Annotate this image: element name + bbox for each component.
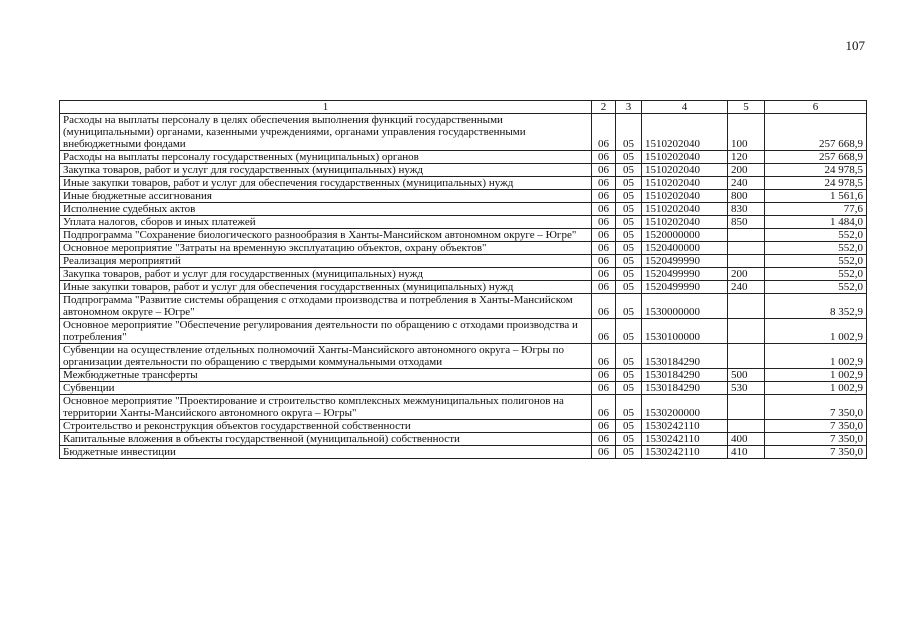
row-section: 06 <box>592 319 616 344</box>
row-expense-type: 800 <box>728 190 765 203</box>
row-subsection: 05 <box>616 177 642 190</box>
row-target-code: 1530242110 <box>642 420 728 433</box>
row-name: Закупка товаров, работ и услуг для государственных (муниципальных) нужд <box>60 268 592 281</box>
table-row <box>60 382 867 395</box>
row-subsection: 05 <box>616 369 642 382</box>
table-row <box>60 268 867 281</box>
row-expense-type: 400 <box>728 433 765 446</box>
table-row <box>60 190 867 203</box>
row-target-code: 1520499990 <box>642 281 728 294</box>
row-amount: 1 561,6 <box>765 190 867 203</box>
row-amount: 257 668,9 <box>765 151 867 164</box>
row-expense-type: 200 <box>728 164 765 177</box>
header-col-5: 5 <box>728 101 765 114</box>
row-expense-type: 200 <box>728 268 765 281</box>
table-row <box>60 114 867 151</box>
row-amount: 1 002,9 <box>765 369 867 382</box>
row-section: 06 <box>592 255 616 268</box>
row-name: Расходы на выплаты персоналу в целях обеспечения выполнения функций государственными (муниципальными) органами, казенными учреждениями, органами управления государственными внебюджетными фондами <box>60 114 592 151</box>
row-amount: 552,0 <box>765 268 867 281</box>
row-name: Реализация мероприятий <box>60 255 592 268</box>
row-amount: 24 978,5 <box>765 177 867 190</box>
row-section: 06 <box>592 281 616 294</box>
row-subsection: 05 <box>616 216 642 229</box>
row-subsection: 05 <box>616 344 642 369</box>
row-amount: 257 668,9 <box>765 114 867 151</box>
row-expense-type: 100 <box>728 114 765 151</box>
table-row <box>60 151 867 164</box>
row-amount: 7 350,0 <box>765 420 867 433</box>
header-row <box>60 101 867 114</box>
table-row <box>60 294 867 319</box>
table-row <box>60 242 867 255</box>
row-subsection: 05 <box>616 281 642 294</box>
row-expense-type: 850 <box>728 216 765 229</box>
row-name: Основное мероприятие "Затраты на временную эксплуатацию объектов, охрану объектов" <box>60 242 592 255</box>
row-section: 06 <box>592 294 616 319</box>
header-col-6: 6 <box>765 101 867 114</box>
row-amount: 1 002,9 <box>765 382 867 395</box>
table-row <box>60 164 867 177</box>
row-name: Иные закупки товаров, работ и услуг для обеспечения государственных (муниципальных) нужд <box>60 177 592 190</box>
row-subsection: 05 <box>616 203 642 216</box>
row-expense-type <box>728 344 765 369</box>
row-name: Уплата налогов, сборов и иных платежей <box>60 216 592 229</box>
row-expense-type: 240 <box>728 281 765 294</box>
row-target-code: 1530184290 <box>642 369 728 382</box>
row-amount: 552,0 <box>765 242 867 255</box>
row-section: 06 <box>592 344 616 369</box>
row-name: Основное мероприятие "Обеспечение регулирования деятельности по обращению с отходами производства и потребления" <box>60 319 592 344</box>
row-subsection: 05 <box>616 114 642 151</box>
row-amount: 8 352,9 <box>765 294 867 319</box>
row-amount: 552,0 <box>765 281 867 294</box>
table-row <box>60 433 867 446</box>
row-amount: 1 002,9 <box>765 319 867 344</box>
row-target-code: 1510202040 <box>642 216 728 229</box>
row-section: 06 <box>592 268 616 281</box>
budget-table <box>59 100 867 459</box>
row-target-code: 1510202040 <box>642 114 728 151</box>
row-subsection: 05 <box>616 294 642 319</box>
row-name: Исполнение судебных актов <box>60 203 592 216</box>
row-name: Субвенции на осуществление отдельных полномочий Ханты-Мансийского автономного округа – Югры по организации деятельности по обращению с твердыми коммунальными отходами <box>60 344 592 369</box>
table-row <box>60 281 867 294</box>
row-target-code: 1520499990 <box>642 255 728 268</box>
row-section: 06 <box>592 177 616 190</box>
row-target-code: 1510202040 <box>642 164 728 177</box>
header-col-3: 3 <box>616 101 642 114</box>
row-name: Подпрограмма "Сохранение биологического разнообразия в Ханты-Мансийском автономном округе – Югре" <box>60 229 592 242</box>
row-name: Иные закупки товаров, работ и услуг для обеспечения государственных (муниципальных) нужд <box>60 281 592 294</box>
table-row <box>60 319 867 344</box>
row-target-code: 1510202040 <box>642 177 728 190</box>
row-expense-type <box>728 420 765 433</box>
row-amount: 1 484,0 <box>765 216 867 229</box>
row-expense-type <box>728 395 765 420</box>
row-subsection: 05 <box>616 420 642 433</box>
row-name: Межбюджетные трансферты <box>60 369 592 382</box>
row-section: 06 <box>592 114 616 151</box>
row-subsection: 05 <box>616 242 642 255</box>
row-target-code: 1520499990 <box>642 268 728 281</box>
table-row <box>60 216 867 229</box>
row-target-code: 1530242110 <box>642 433 728 446</box>
row-amount: 7 350,0 <box>765 446 867 459</box>
row-section: 06 <box>592 446 616 459</box>
row-expense-type: 240 <box>728 177 765 190</box>
row-expense-type <box>728 294 765 319</box>
table-row <box>60 420 867 433</box>
header-col-2: 2 <box>592 101 616 114</box>
table-body <box>60 114 867 459</box>
row-target-code: 1530000000 <box>642 294 728 319</box>
row-expense-type <box>728 319 765 344</box>
row-section: 06 <box>592 369 616 382</box>
row-target-code: 1510202040 <box>642 203 728 216</box>
row-subsection: 05 <box>616 319 642 344</box>
header-col-1: 1 <box>60 101 592 114</box>
row-amount: 7 350,0 <box>765 395 867 420</box>
row-expense-type <box>728 255 765 268</box>
row-subsection: 05 <box>616 229 642 242</box>
row-section: 06 <box>592 433 616 446</box>
table-row <box>60 177 867 190</box>
table-row <box>60 229 867 242</box>
row-section: 06 <box>592 203 616 216</box>
row-name: Иные бюджетные ассигнования <box>60 190 592 203</box>
row-subsection: 05 <box>616 255 642 268</box>
row-name: Расходы на выплаты персоналу государственных (муниципальных) органов <box>60 151 592 164</box>
row-name: Подпрограмма "Развитие системы обращения с отходами производства и потребления в Ханты-Мансийском автономном округе – Югре" <box>60 294 592 319</box>
row-section: 06 <box>592 382 616 395</box>
row-section: 06 <box>592 242 616 255</box>
row-name: Субвенции <box>60 382 592 395</box>
row-expense-type <box>728 242 765 255</box>
row-expense-type: 530 <box>728 382 765 395</box>
row-name: Бюджетные инвестиции <box>60 446 592 459</box>
row-amount: 24 978,5 <box>765 164 867 177</box>
row-section: 06 <box>592 395 616 420</box>
row-expense-type <box>728 229 765 242</box>
row-section: 06 <box>592 151 616 164</box>
row-amount: 552,0 <box>765 255 867 268</box>
table-row <box>60 395 867 420</box>
row-section: 06 <box>592 229 616 242</box>
row-name: Основное мероприятие "Проектирование и строительство комплексных межмуниципальных полигонов на территории Ханты-Мансийского автономного округа – Югры" <box>60 395 592 420</box>
row-target-code: 1510202040 <box>642 151 728 164</box>
row-target-code: 1510202040 <box>642 190 728 203</box>
row-name: Строительство и реконструкция объектов государственной собственности <box>60 420 592 433</box>
row-subsection: 05 <box>616 151 642 164</box>
row-section: 06 <box>592 190 616 203</box>
row-target-code: 1530184290 <box>642 382 728 395</box>
table-row <box>60 203 867 216</box>
row-section: 06 <box>592 164 616 177</box>
table-row <box>60 369 867 382</box>
row-name: Капитальные вложения в объекты государственной (муниципальной) собственности <box>60 433 592 446</box>
table-row <box>60 446 867 459</box>
row-subsection: 05 <box>616 190 642 203</box>
row-expense-type: 410 <box>728 446 765 459</box>
row-target-code: 1530242110 <box>642 446 728 459</box>
row-target-code: 1530200000 <box>642 395 728 420</box>
row-name: Закупка товаров, работ и услуг для государственных (муниципальных) нужд <box>60 164 592 177</box>
row-amount: 1 002,9 <box>765 344 867 369</box>
page-number: 107 <box>845 38 865 53</box>
row-expense-type: 500 <box>728 369 765 382</box>
row-subsection: 05 <box>616 395 642 420</box>
row-subsection: 05 <box>616 268 642 281</box>
row-expense-type: 120 <box>728 151 765 164</box>
row-section: 06 <box>592 420 616 433</box>
row-subsection: 05 <box>616 382 642 395</box>
row-target-code: 1530184290 <box>642 344 728 369</box>
row-amount: 552,0 <box>765 229 867 242</box>
row-subsection: 05 <box>616 433 642 446</box>
row-section: 06 <box>592 216 616 229</box>
table-row <box>60 255 867 268</box>
row-expense-type: 830 <box>728 203 765 216</box>
row-subsection: 05 <box>616 446 642 459</box>
row-target-code: 1530100000 <box>642 319 728 344</box>
table-row <box>60 344 867 369</box>
header-col-4: 4 <box>642 101 728 114</box>
row-amount: 7 350,0 <box>765 433 867 446</box>
row-subsection: 05 <box>616 164 642 177</box>
row-target-code: 1520400000 <box>642 242 728 255</box>
row-amount: 77,6 <box>765 203 867 216</box>
row-target-code: 1520000000 <box>642 229 728 242</box>
